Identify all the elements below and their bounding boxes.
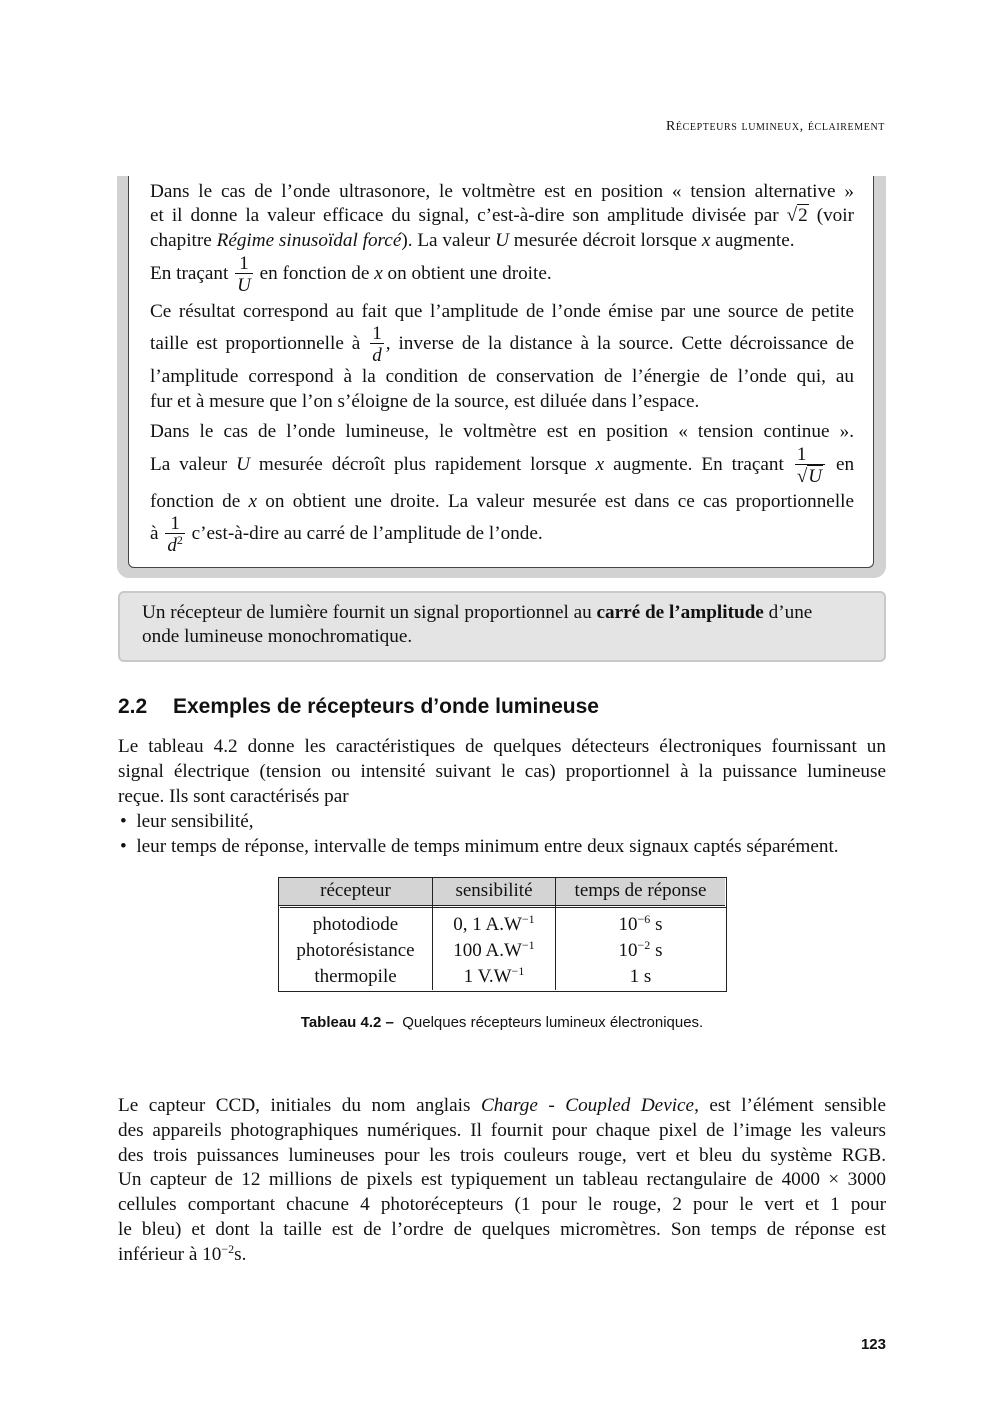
section-title: Exemples de récepteurs d’onde lumineuse (173, 695, 599, 718)
exponent: −2 (637, 938, 651, 952)
text: fonction de (150, 491, 241, 512)
caption-text: Quelques récepteurs lumineux électroniques. (402, 1014, 704, 1031)
table-caption (0, 1014, 1004, 1031)
value: 0, 1 A.W (453, 914, 522, 935)
table-cell (556, 940, 725, 962)
text: le bleu) et dont la taille est de l’ordre de quelques micromètres. Son temps de réponse est (118, 1219, 886, 1240)
example-line-3 (150, 229, 854, 253)
text: Le tableau 4.2 donne les caractéristiques de quelques détecteurs électroniques fournissant un (118, 736, 886, 757)
table-cell (556, 966, 725, 988)
text: Un récepteur de lumière fournit un signal proportionnel au (142, 602, 592, 623)
text: Dans le cas de l’onde lumineuse, le voltmètre est en position « tension continue ». (150, 421, 854, 442)
example-line-1 (150, 180, 854, 204)
text: cellules comportant chacune 4 photorécepteurs (1 pour le rouge, 2 pour le vert et 1 pour (118, 1194, 886, 1215)
key-line-1 (142, 601, 812, 625)
text: mesurée décroît plus rapidement lorsque (258, 454, 587, 475)
text: reçue. Ils sont caractérisés par (118, 786, 349, 807)
text: (voir (816, 205, 855, 226)
unit: s (643, 966, 652, 987)
frac-num: 1 (239, 253, 249, 275)
text: en (835, 454, 855, 475)
text: En traçant (150, 263, 229, 284)
example-line-5 (150, 300, 854, 324)
caption-separator: – (385, 1014, 394, 1031)
bullet-icon: • (120, 836, 127, 857)
frac-num: 1 (796, 444, 807, 466)
caption-label: Tableau 4.2 (300, 1014, 382, 1031)
frac-den (165, 533, 185, 555)
text: et il donne la valeur efficace du signal, c’est-à-dire son amplitude divisée par (150, 205, 779, 226)
chapter-reference: Régime sinusoïdal forcé (216, 230, 402, 251)
column-header: sensibilité (455, 880, 533, 901)
text: onde lumineuse monochromatique. (142, 626, 413, 647)
running-title: Récepteurs lumineux, éclairement (665, 119, 885, 134)
receptors-table (278, 877, 727, 992)
fraction-1-over-d (370, 324, 384, 365)
text: mesurée décroit lorsque (513, 230, 698, 251)
sqrt-arg: 2 (798, 205, 808, 226)
list-item (120, 835, 839, 859)
text: signal électrique (tension ou intensité suivant le cas) proportionnel à la puissance lumineuse (118, 761, 886, 782)
fraction-1-over-sqrt-u (795, 445, 825, 486)
text: , inverse de la distance à la source. Cette décroissance de (385, 333, 854, 354)
value: 100 A.W (453, 940, 522, 961)
text: à (150, 523, 159, 544)
example-line-12 (150, 512, 854, 556)
table-cell (433, 914, 555, 936)
table-cell: photorésistance (296, 940, 415, 961)
text: leur sensibilité, (136, 811, 254, 832)
unit: s (655, 940, 663, 961)
text: des appareils photographiques numériques. Il fournit pour chaque pixel de l’image les valeurs (118, 1120, 886, 1141)
table-cell (433, 966, 555, 988)
text: Ce résultat correspond au fait que l’amplitude de l’onde émise par une source de petite (150, 301, 854, 322)
example-line-11 (150, 490, 854, 514)
text: taille est proportionnelle à (150, 333, 361, 354)
exponent: −1 (511, 964, 525, 978)
page-number: 123 (860, 1336, 886, 1353)
frac-den: U (237, 275, 251, 297)
value: 1 V.W (463, 966, 512, 987)
bullet-icon: • (120, 811, 127, 832)
exponent: −1 (521, 912, 535, 926)
unit: s (655, 914, 663, 935)
exponent: 2 (176, 533, 183, 548)
frac-den: d (372, 345, 382, 367)
text: c’est-à-dire au carré de l’amplitude de l’onde. (191, 523, 543, 544)
exponent: −2 (221, 1242, 235, 1256)
text: augmente. En traçant (613, 454, 784, 475)
text: Un capteur de 12 millions de pixels est typiquement un tableau rectangulaire de 4000 × 3000 (118, 1169, 886, 1190)
example-line-7 (150, 365, 854, 389)
emphasis: carré de l’amplitude (596, 602, 764, 623)
exponent: −1 (521, 938, 535, 952)
column-header: temps de réponse (574, 880, 707, 901)
section-number: 2.2 (118, 695, 148, 718)
variable-u: U (495, 230, 509, 251)
example-line-10 (150, 440, 854, 490)
table-cell: thermopile (314, 966, 397, 987)
body2-line-4 (118, 1168, 886, 1192)
value: 10 (618, 940, 638, 961)
english-term: Charge - Coupled Device (481, 1095, 695, 1116)
text: , est l’élément sensible (694, 1095, 887, 1116)
text: chapitre (150, 230, 212, 251)
body-line-1 (118, 735, 886, 759)
body2-line-3 (118, 1144, 886, 1168)
sqrt-2: √2 (786, 205, 808, 226)
variable-x: x (374, 263, 383, 284)
body2-line-2 (118, 1119, 886, 1143)
example-line-6 (150, 322, 854, 366)
table-cell: photodiode (312, 914, 399, 935)
text: Dans le cas de l’onde ultrasonore, le voltmètre est en position « tension alternative » (150, 181, 854, 202)
running-header (0, 119, 885, 135)
body-line-3 (118, 785, 886, 809)
text: en fonction de (259, 263, 370, 284)
text: augmente. (715, 230, 795, 251)
example-line-2 (150, 204, 854, 228)
variable-d: d (167, 535, 177, 557)
text: Le capteur CCD, initiales du nom anglais (118, 1095, 471, 1116)
text: on obtient une droite. La valeur mesurée est dans ce cas proportionnelle (265, 491, 854, 512)
text: des trois puissances lumineuses pour les trois couleurs rouge, vert et bleu du système RGB. (118, 1145, 886, 1166)
list-item (120, 810, 254, 834)
variable-x: x (595, 454, 605, 475)
variable-x: x (248, 491, 258, 512)
section-heading (118, 695, 599, 719)
variable-u: U (236, 454, 250, 475)
fraction-1-over-u (235, 254, 253, 295)
text: fur et à mesure que l’on s’éloigne de la source, est diluée dans l’espace. (150, 391, 700, 412)
fraction-1-over-d-squared (165, 514, 185, 555)
body2-line-5 (118, 1193, 886, 1217)
body2-line-7 (118, 1243, 886, 1267)
body-line-2 (118, 760, 886, 784)
text: leur temps de réponse, intervalle de temps minimum entre deux signaux captés séparément. (136, 836, 839, 857)
body2-line-6 (118, 1218, 886, 1242)
frac-den: √U (795, 464, 825, 486)
text: d’une (768, 602, 813, 623)
text: La valeur (150, 454, 228, 475)
frac-num: 1 (170, 513, 180, 535)
text: on obtient une droite. (387, 263, 552, 284)
text: s. (234, 1244, 247, 1265)
example-line-4 (150, 252, 854, 296)
exponent: −6 (637, 912, 651, 926)
example-line-8 (150, 390, 854, 414)
table-cell (556, 914, 725, 936)
sqrt-arg: U (808, 466, 822, 488)
frac-num: 1 (372, 323, 382, 345)
value: 10 (618, 914, 638, 935)
text: inférieur à 10 (118, 1244, 222, 1265)
text: ). La valeur (401, 230, 491, 251)
body2-line-1 (118, 1094, 886, 1118)
variable-x: x (701, 230, 711, 251)
key-line-2 (142, 625, 412, 649)
column-header: récepteur (320, 880, 391, 901)
text: l’amplitude correspond à la condition de conservation de l’énergie de l’onde qui, au (150, 366, 854, 387)
table-cell (433, 940, 555, 962)
value: 1 (629, 966, 640, 987)
header-double-rule (280, 907, 726, 908)
